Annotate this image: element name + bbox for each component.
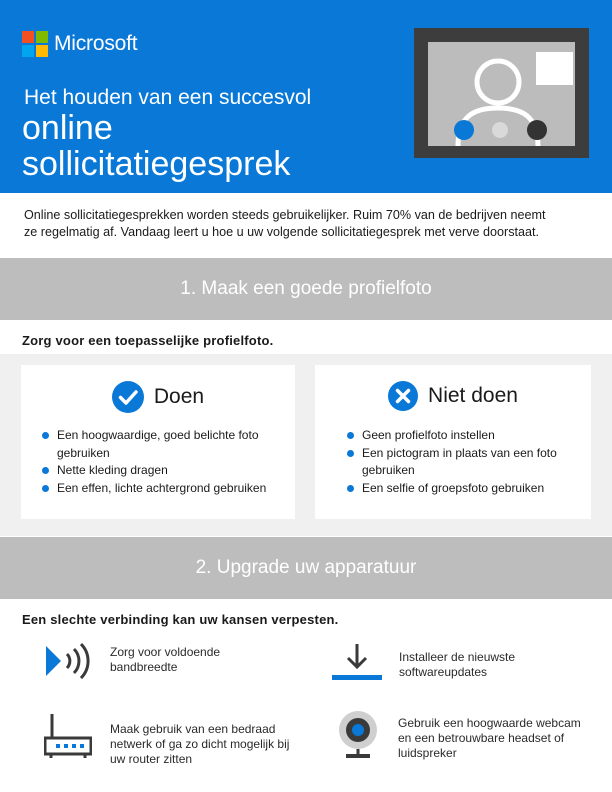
title-line-1: online xyxy=(22,109,113,147)
webcam-icon xyxy=(334,710,382,760)
section-2-heading: 2. Upgrade uw apparatuur xyxy=(0,537,612,599)
item-updates-line-2: softwareupdates xyxy=(399,665,488,679)
do-item: Een effen, lichte achtergrond gebruiken xyxy=(57,480,279,498)
item-router-line-2: netwerk of ga zo dicht mogelijk bij xyxy=(110,737,290,751)
intro-line-1: Online sollicitatiegesprekken worden steeds gebruikelijker. Ruim 70% van de bedrijven neemt xyxy=(24,208,546,222)
dont-item: Een pictogram in plaats van een foto gebruiken xyxy=(362,445,562,480)
download-update-icon xyxy=(332,642,382,682)
item-updates-line-1: Installeer de nieuwste xyxy=(399,650,516,664)
do-item: Nette kleding dragen xyxy=(57,462,279,480)
item-webcam-line-3: luidspreker xyxy=(398,746,457,760)
item-bandwidth xyxy=(110,645,280,675)
section-1-heading: 1. Maak een goede profielfoto xyxy=(0,258,612,320)
item-router xyxy=(110,722,310,767)
header-banner xyxy=(0,0,612,193)
item-webcam-line-1: Gebruik een hoogwaarde webcam xyxy=(398,716,581,730)
intro-line-2: ze regelmatig af. Vandaag leert u hoe u uw volgende sollicitatiegesprek met verve doorstaat. xyxy=(24,225,540,239)
router-icon xyxy=(44,712,92,760)
do-card xyxy=(21,365,295,519)
title-line-2: sollicitatiegesprek xyxy=(22,145,291,183)
video-call-illustration xyxy=(414,28,589,158)
item-bandwidth-line-1: Zorg voor voldoende xyxy=(110,645,221,659)
item-bandwidth-line-2: bandbreedte xyxy=(110,660,178,674)
item-updates xyxy=(399,650,579,680)
item-webcam xyxy=(398,716,603,761)
item-webcam-line-2: en een betrouwbare headset of xyxy=(398,731,565,745)
dont-item: Geen profielfoto instellen xyxy=(362,427,562,445)
check-circle-icon xyxy=(112,381,144,413)
section-1-lead: Zorg voor een toepasselijke profielfoto. xyxy=(22,333,274,348)
item-router-line-1: Maak gebruik van een bedraad xyxy=(110,722,276,736)
dont-list xyxy=(362,427,562,497)
do-title: Doen xyxy=(153,385,205,408)
section-2-lead: Een slechte verbinding kan uw kansen verpesten. xyxy=(22,612,339,627)
microsoft-logo xyxy=(22,31,137,57)
header-subtitle: Het houden van een succesvol xyxy=(24,86,312,109)
page-title xyxy=(22,110,290,182)
item-router-line-3: uw router zitten xyxy=(110,752,193,766)
dont-card xyxy=(315,365,591,519)
do-item: Een hoogwaardige, goed belichte foto gebruiken xyxy=(57,427,279,462)
dont-item: Een selfie of groepsfoto gebruiken xyxy=(362,480,562,498)
brand-name: Microsoft xyxy=(54,32,138,55)
video-call-screen xyxy=(428,42,575,146)
microsoft-logo-icon xyxy=(22,31,48,57)
intro-text xyxy=(24,207,606,241)
video-call-person-icon xyxy=(428,42,575,146)
do-list xyxy=(57,427,279,497)
do-card-header xyxy=(21,381,295,413)
x-circle-icon xyxy=(388,381,418,411)
dont-title: Niet doen xyxy=(428,384,518,407)
dont-card-header xyxy=(315,381,591,411)
wireless-signal-icon xyxy=(44,642,92,680)
